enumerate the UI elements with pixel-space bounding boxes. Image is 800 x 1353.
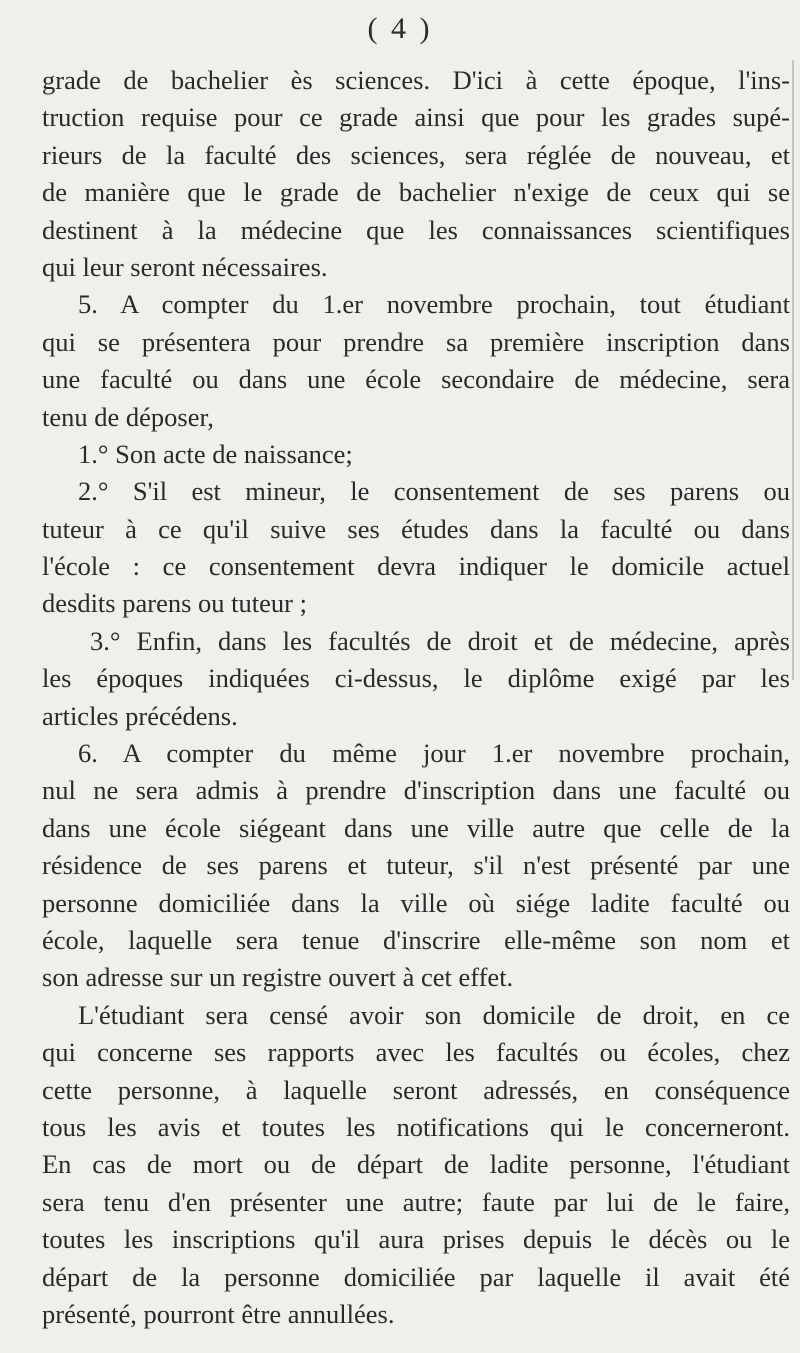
text-line: son adresse sur un registre ouvert à cet effet. bbox=[42, 962, 514, 993]
text-line: tuteur à ce qu'il suive ses études dans la faculté ou dans bbox=[42, 513, 790, 544]
text-line: nul ne sera admis à prendre d'inscription dans une faculté ou bbox=[42, 775, 790, 806]
text-line: une faculté ou dans une école secondaire de médecine, sera bbox=[42, 364, 790, 395]
text-line: l'école : ce consentement devra indiquer le domicile actuel bbox=[42, 551, 790, 582]
article-5-start: 5. A compter du 1.er novembre prochain, tout étudiant bbox=[78, 289, 790, 320]
body-text bbox=[42, 62, 790, 1333]
text-line: personne domiciliée dans la ville où siége ladite faculté ou bbox=[42, 887, 790, 918]
text-line: qui concerne ses rapports avec les facultés ou écoles, chez bbox=[42, 1037, 790, 1068]
text-line: tenu de déposer, bbox=[42, 401, 214, 432]
text-line: école, laquelle sera tenue d'inscrire elle-même son nom et bbox=[42, 924, 790, 955]
text-line: tous les avis et toutes les notifications qui le concerneront. bbox=[42, 1111, 790, 1142]
text-line: destinent à la médecine que les connaissances scientifiques bbox=[42, 214, 790, 245]
text-line: qui leur seront nécessaires. bbox=[42, 251, 328, 282]
text-line: de manière que le grade de bachelier n'exige de ceux qui se bbox=[42, 177, 790, 208]
text-line: toutes les inscriptions qu'il aura prises depuis le décès ou le bbox=[42, 1224, 790, 1255]
text-line: grade de bachelier ès sciences. D'ici à cette époque, l'ins- bbox=[42, 65, 790, 95]
page-number: ( 4 ) bbox=[367, 12, 433, 45]
text-line: rieurs de la faculté des sciences, sera réglée de nouveau, et bbox=[42, 139, 790, 170]
paragraph-start: L'étudiant sera censé avoir son domicile de droit, en ce bbox=[78, 999, 790, 1030]
text-line: départ de la personne domiciliée par laquelle il avait été bbox=[42, 1261, 790, 1292]
list-item-3: 3.° Enfin, dans les facultés de droit et de médecine, après bbox=[90, 625, 790, 656]
text-line: cette personne, à laquelle seront adressés, en conséquence bbox=[42, 1074, 790, 1105]
text-line: résidence de ses parens et tuteur, s'il n'est présenté par une bbox=[42, 850, 790, 881]
text-line: desdits parens ou tuteur ; bbox=[42, 588, 307, 619]
text-line: qui se présentera pour prendre sa première inscription dans bbox=[42, 326, 790, 357]
page-edge-shadow bbox=[792, 60, 794, 680]
text-line: présenté, pourront être annullées. bbox=[42, 1298, 395, 1329]
text-line: sera tenu d'en présenter une autre; faute par lui de le faire, bbox=[42, 1186, 790, 1217]
text-line: dans une école siégeant dans une ville autre que celle de la bbox=[42, 812, 790, 843]
text-line: les époques indiquées ci-dessus, le diplôme exigé par les bbox=[42, 663, 790, 694]
list-item-1: 1.° Son acte de naissance; bbox=[78, 438, 353, 469]
list-item-2: 2.° S'il est mineur, le consentement de ses parens ou bbox=[78, 476, 790, 507]
text-line: articles précédens. bbox=[42, 700, 238, 731]
text-line: truction requise pour ce grade ainsi que pour les grades supé- bbox=[42, 102, 790, 133]
text-line: En cas de mort ou de départ de ladite personne, l'étudiant bbox=[42, 1149, 790, 1180]
article-6-start: 6. A compter du même jour 1.er novembre prochain, bbox=[78, 738, 790, 769]
